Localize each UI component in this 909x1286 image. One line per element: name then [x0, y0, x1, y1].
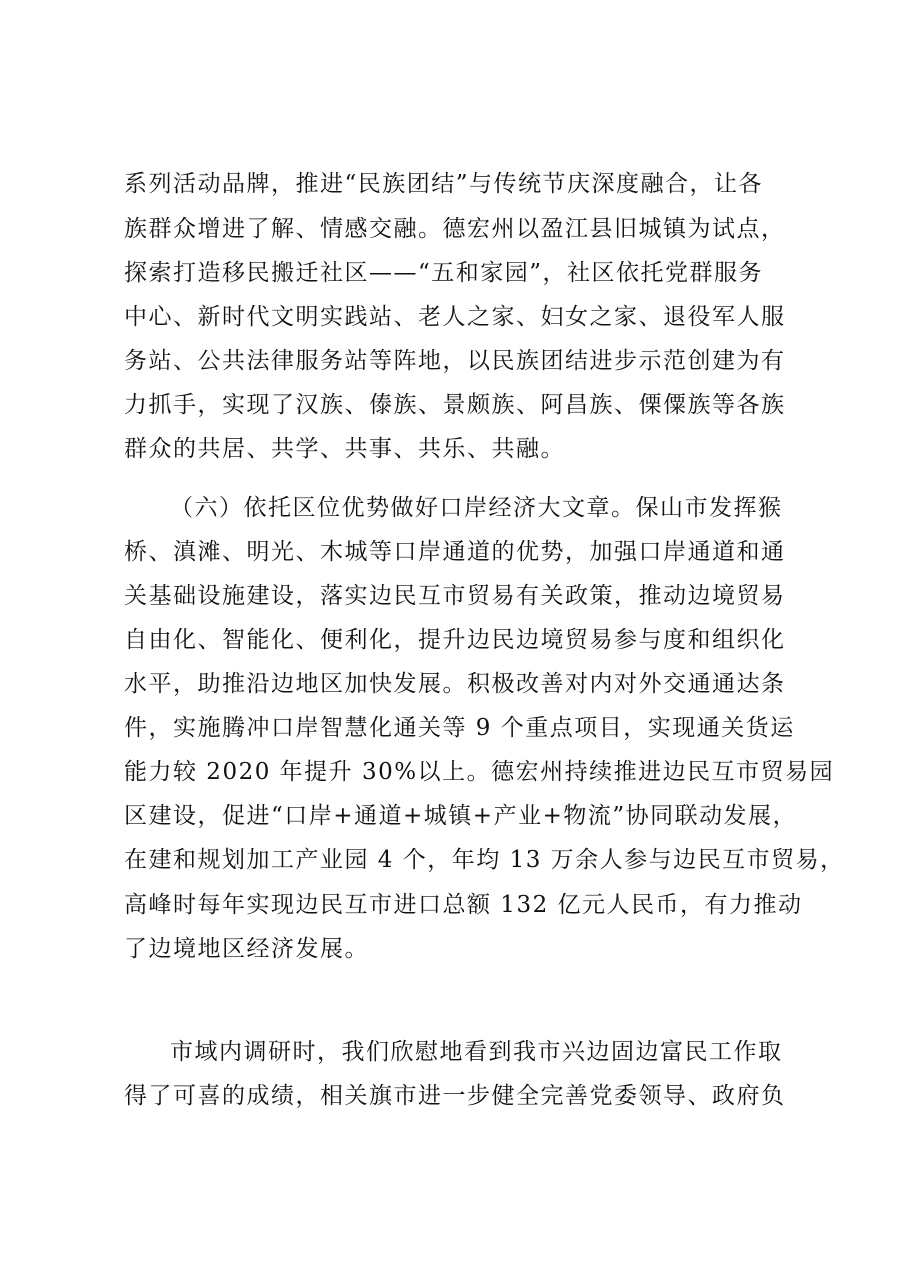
text-line: 市域内调研时，我们欣慰地看到我市兴边固边富民工作取: [170, 1039, 783, 1065]
text-line: 自由化、智能化、便利化，提升边民边境贸易参与度和组织化: [124, 627, 786, 653]
text-line: （六）依托区位优势做好口岸经济大文章。保山市发挥猴: [170, 495, 783, 521]
text-line: 群众的共居、共学、共事、共乐、共融。: [124, 436, 565, 462]
text-line: 在建和规划加工产业园 4 个，年均 13 万余人参与边民互市贸易，: [124, 847, 845, 873]
text-line: 高峰时每年实现边民互市进口总额 132 亿元人民币，有力推动: [124, 892, 803, 918]
text-line: 关基础设施建设，落实边民互市贸易有关政策，推动边境贸易: [124, 583, 786, 609]
text-line: 探索打造移民搬迁社区——“五和家园”，社区依托党群服务: [124, 260, 764, 286]
text-line: 族群众增进了解、情感交融。德宏州以盈江县旧城镇为试点，: [124, 216, 786, 242]
text-line: 系列活动品牌，推进“民族团结”与传统节庆深度融合，让各: [124, 171, 764, 197]
text-line: 水平，助推沿边地区加快发展。积极改善对内对外交通通达条: [124, 671, 786, 697]
text-line: 中心、新时代文明实践站、老人之家、妇女之家、退役军人服: [124, 304, 786, 330]
text-line: 能力较 2020 年提升 30%以上。德宏州持续推进边民互市贸易园: [124, 759, 835, 785]
text-line: 了边境地区经济发展。: [124, 936, 369, 962]
text-line: 务站、公共法律服务站等阵地，以民族团结进步示范创建为有: [124, 348, 786, 374]
text-line: 得了可喜的成绩，相关旗市进一步健全完善党委领导、政府负: [124, 1083, 786, 1109]
text-line: 力抓手，实现了汉族、傣族、景颇族、阿昌族、傈僳族等各族: [124, 392, 786, 418]
text-line: [124, 978, 804, 1008]
text-line: 件，实施腾冲口岸智慧化通关等 9 个重点项目，实现通关货运: [124, 715, 795, 741]
text-line: 桥、滇滩、明光、木城等口岸通道的优势，加强口岸通道和通: [124, 539, 786, 565]
text-line: 区建设，促进“口岸+通道+城镇+产业+物流”协同联动发展，: [124, 803, 798, 829]
